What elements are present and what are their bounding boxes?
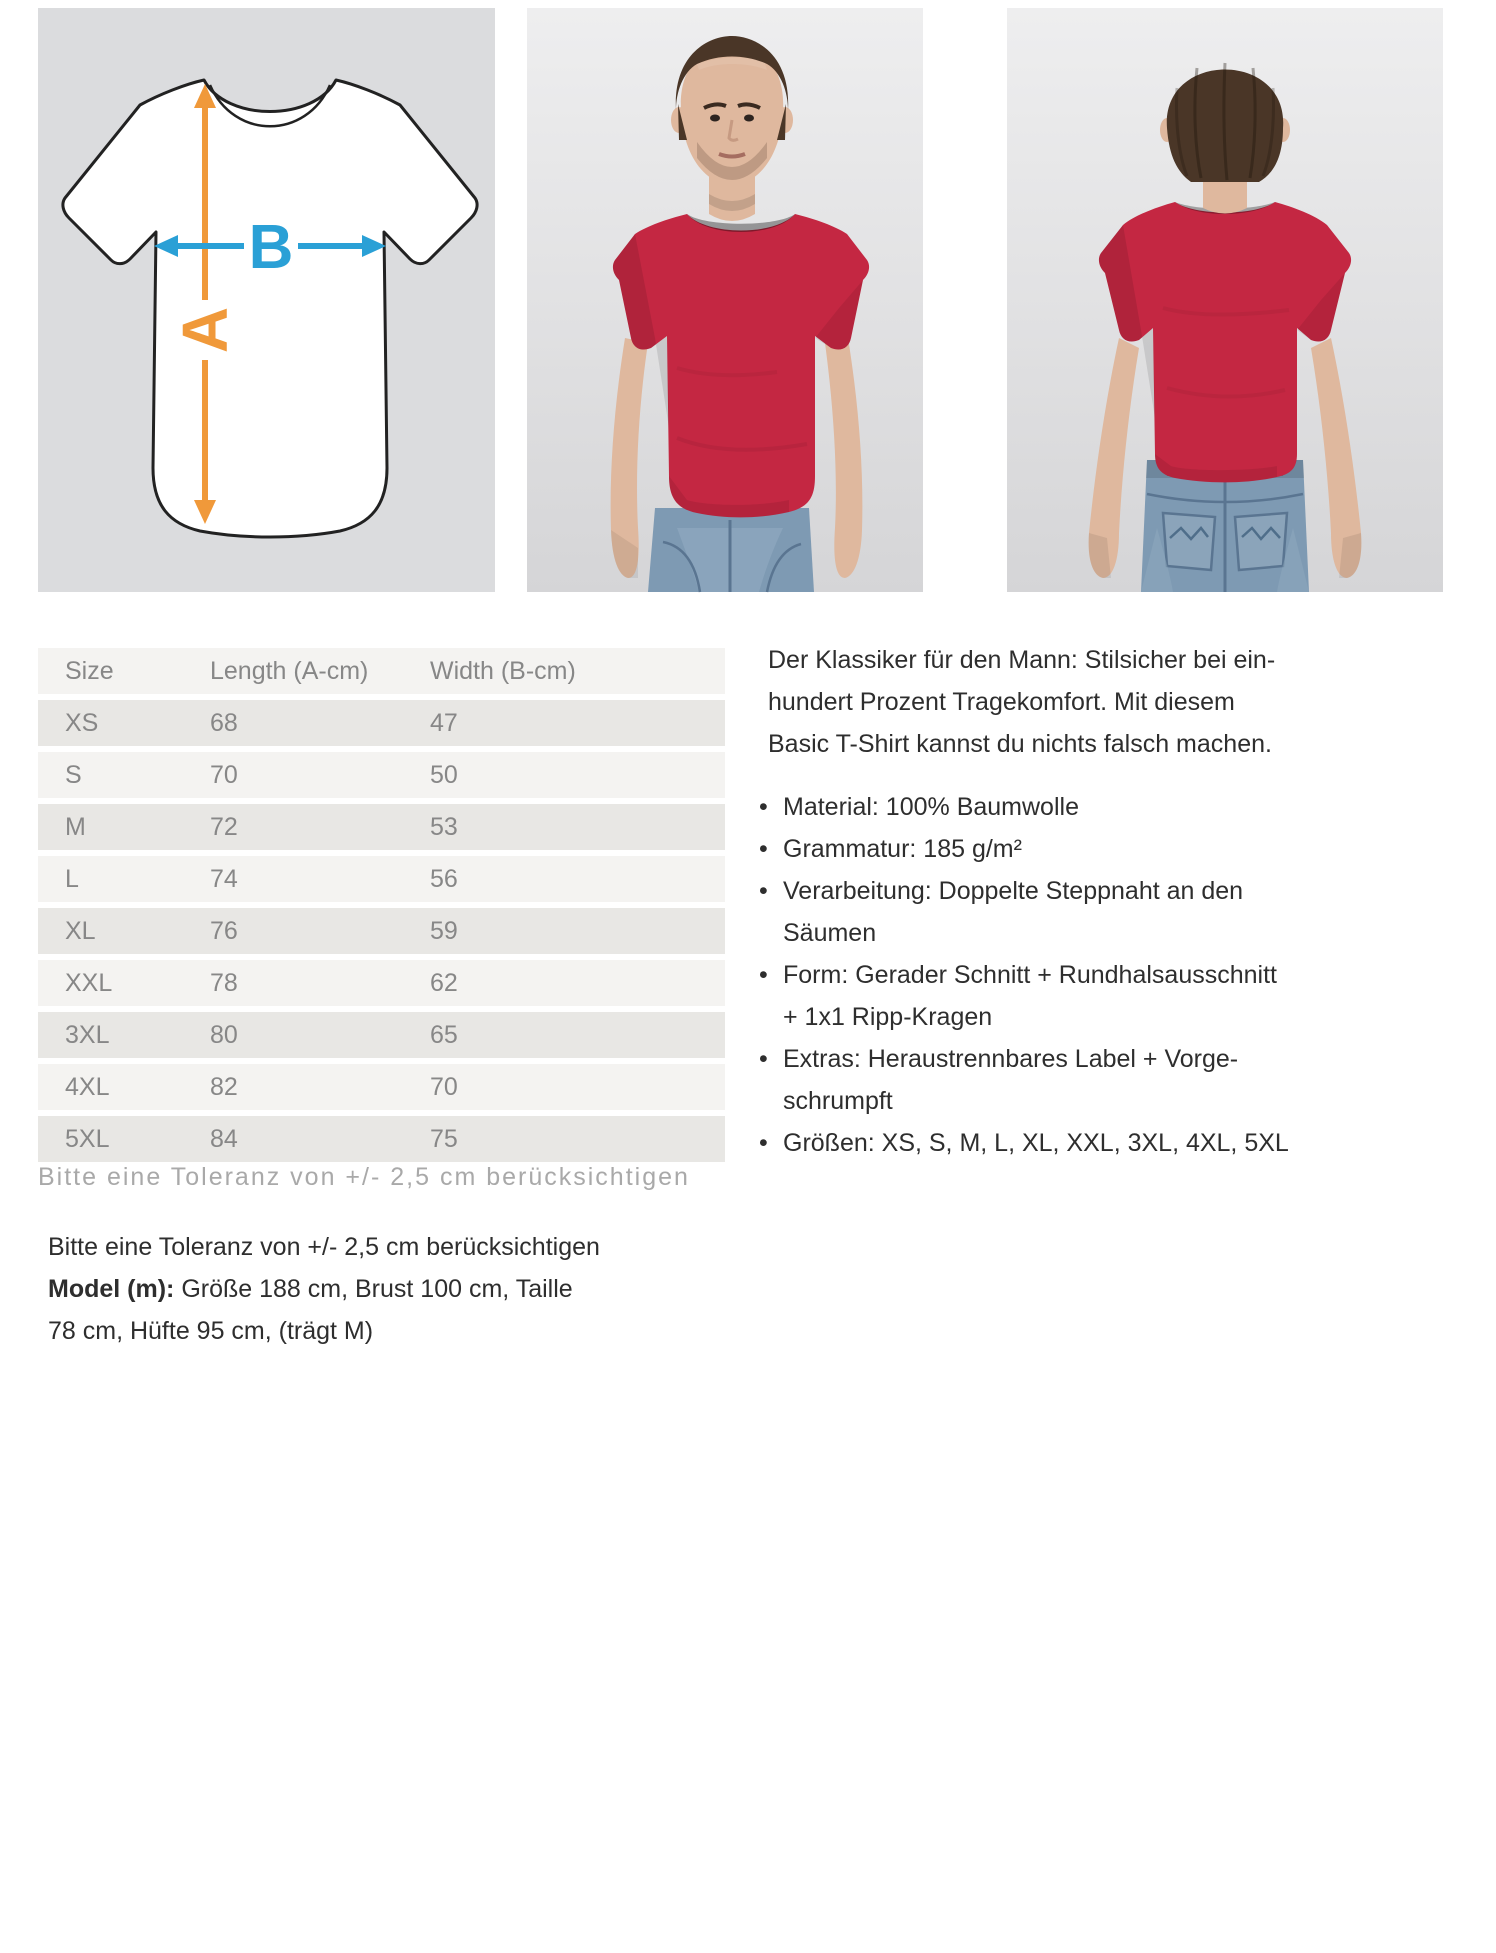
cell-size: XS: [65, 708, 99, 737]
cell-length: 74: [210, 864, 238, 893]
column-header-size: Size: [65, 656, 114, 685]
back-pocket-right: [1235, 513, 1287, 570]
bullet-marker: •: [759, 961, 768, 989]
tolerance-note: Bitte eine Toleranz von +/- 2,5 cm berücksichtigen: [48, 1233, 600, 1261]
model-front-illustration: [527, 8, 923, 592]
table-row: [38, 1116, 725, 1162]
bullet-marker: [759, 1080, 783, 1122]
column-header-length: Length (A-cm): [210, 656, 369, 685]
cell-size: S: [65, 760, 82, 789]
table-row: [38, 804, 725, 850]
cell-width: 50: [430, 760, 458, 789]
table-row: [38, 700, 725, 746]
cell-width: 70: [430, 1072, 458, 1101]
list-item-continuation: [759, 1080, 1289, 1122]
cell-width: 53: [430, 812, 458, 841]
column-header-width: Width (B-cm): [430, 656, 576, 685]
model-measurements-line1: [48, 1268, 600, 1310]
list-item-text: Säumen: [783, 919, 877, 947]
size-table-header-row: [38, 648, 725, 694]
description-intro: [759, 639, 1289, 765]
eye-left: [710, 115, 720, 122]
table-row: [38, 856, 725, 902]
size-diagram-graphic: [38, 8, 495, 592]
list-item-continuation: [759, 996, 1289, 1038]
list-item: [759, 786, 1289, 828]
list-item: [759, 870, 1289, 912]
cell-width: 62: [430, 968, 458, 997]
intro-line: Basic T-Shirt kannst du nichts falsch machen.: [768, 730, 1272, 758]
model-measurements-line2: 78 cm, Hüfte 95 cm, (trägt M): [48, 1317, 374, 1345]
cell-length: 70: [210, 760, 238, 789]
bullet-marker: •: [759, 835, 768, 863]
cell-size: 5XL: [65, 1124, 110, 1153]
list-item-text: Verarbeitung: Doppelte Steppnaht an den: [783, 877, 1244, 905]
cell-length: 76: [210, 916, 238, 945]
list-item-text: Größen: XS, S, M, L, XL, XXL, 3XL, 4XL, 5XL: [783, 1129, 1289, 1157]
list-item-text: + 1x1 Ripp-Kragen: [783, 1003, 993, 1031]
cell-size: 4XL: [65, 1072, 110, 1101]
cell-length: 82: [210, 1072, 238, 1101]
product-description: [759, 639, 1289, 1164]
cell-length: 72: [210, 812, 238, 841]
model-jeans: [648, 508, 814, 592]
product-image-model-front[interactable]: [527, 8, 923, 592]
list-item: [759, 1038, 1289, 1080]
list-item: [759, 954, 1289, 996]
cell-width: 47: [430, 708, 458, 737]
product-image-size-diagram[interactable]: [38, 8, 495, 592]
list-item: [759, 828, 1289, 870]
table-row: [38, 1012, 725, 1058]
list-item-text: Extras: Heraustrennbares Label + Vorge-: [783, 1045, 1239, 1073]
cell-length: 68: [210, 708, 238, 737]
list-item-text: schrumpft: [783, 1087, 893, 1115]
cell-width: 65: [430, 1020, 458, 1049]
intro-line: Der Klassiker für den Mann: Stilsicher bei ein-: [768, 646, 1276, 674]
cell-size: M: [65, 812, 86, 841]
list-item-text: Material: 100% Baumwolle: [783, 793, 1079, 821]
bullet-marker: [759, 912, 783, 954]
bullet-marker: [759, 996, 783, 1038]
model-back-illustration: [1007, 8, 1443, 592]
list-item-text: Form: Gerader Schnitt + Rundhalsausschnitt: [783, 961, 1277, 989]
list-item-text: Grammatur: 185 g/m²: [783, 835, 1022, 863]
back-pocket-left: [1163, 513, 1215, 570]
model-label: Model (m):: [48, 1275, 175, 1303]
cell-width: 75: [430, 1124, 458, 1153]
cell-size: L: [65, 864, 79, 893]
bullet-marker: •: [759, 1045, 768, 1073]
bullet-marker: •: [759, 877, 768, 905]
cell-length: 80: [210, 1020, 238, 1049]
label-a: A: [169, 306, 241, 354]
bullet-marker: •: [759, 793, 768, 821]
cell-size: 3XL: [65, 1020, 110, 1049]
table-row: [38, 752, 725, 798]
cell-size: XL: [65, 916, 96, 945]
cell-length: 84: [210, 1124, 238, 1153]
list-item-continuation: [759, 912, 1289, 954]
intro-line: hundert Prozent Tragekomfort. Mit diesem: [768, 688, 1235, 716]
feature-list: [759, 786, 1289, 1164]
clipped-table-footnote: Bitte eine Toleranz von +/- 2,5 cm berücksichtigen: [38, 1163, 690, 1191]
product-image-model-back[interactable]: [1007, 8, 1443, 592]
cell-length: 78: [210, 968, 238, 997]
eye-right: [744, 115, 754, 122]
size-footnote: [48, 1226, 600, 1352]
size-table: [38, 642, 725, 1168]
table-row: [38, 960, 725, 1006]
label-b: B: [248, 213, 294, 282]
cell-width: 59: [430, 916, 458, 945]
model-measurements-text: Größe 188 cm, Brust 100 cm, Taille: [174, 1275, 573, 1303]
table-row: [38, 1064, 725, 1110]
table-row: [38, 908, 725, 954]
cell-width: 56: [430, 864, 458, 893]
cell-size: XXL: [65, 968, 113, 997]
bullet-marker: •: [759, 1129, 768, 1157]
list-item: [759, 1122, 1289, 1164]
